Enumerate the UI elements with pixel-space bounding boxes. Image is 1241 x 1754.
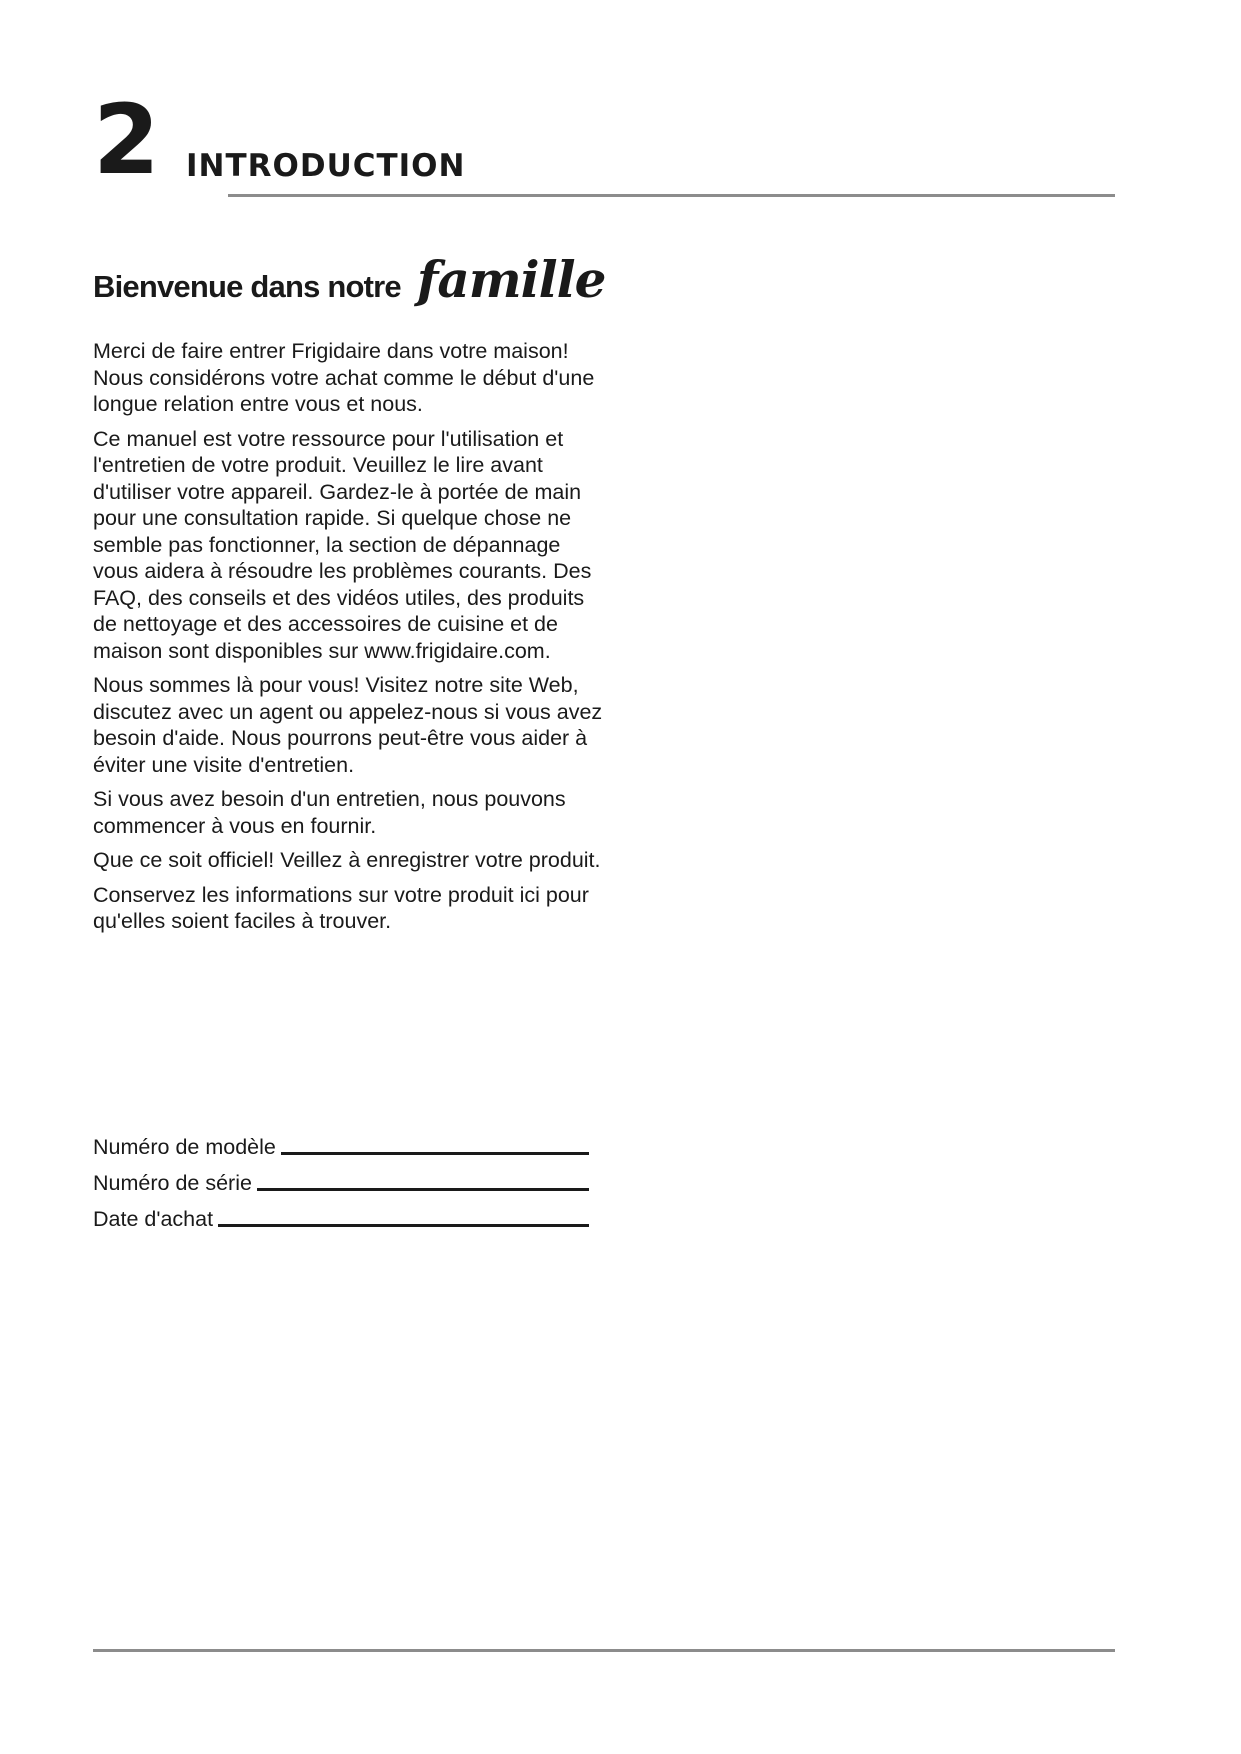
paragraph-register: Que ce soit officiel! Veillez à enregistrer votre produit. bbox=[93, 848, 601, 872]
welcome-script-word: famille bbox=[416, 250, 606, 309]
model-number-field bbox=[93, 1124, 589, 1160]
welcome-text: Bienvenue dans notre bbox=[93, 269, 401, 304]
paragraph-service: Si vous avez besoin d'un entretien, nous pouvons commencer à vous en fournir. bbox=[93, 787, 566, 838]
paragraph-welcome: Merci de faire entrer Frigidaire dans votre maison! Nous considérons votre achat comme le début d'une longue relation entre vous et nous. bbox=[93, 339, 595, 416]
page-number: 2 bbox=[93, 84, 160, 196]
body-text bbox=[93, 338, 603, 943]
serial-number-field bbox=[93, 1160, 589, 1196]
purchase-date-label: Date d'achat bbox=[93, 1207, 214, 1231]
product-info-fields bbox=[93, 1124, 589, 1232]
header-divider bbox=[228, 194, 1115, 197]
model-number-blank-line bbox=[281, 1152, 589, 1155]
purchase-date-blank-line bbox=[218, 1224, 589, 1227]
serial-number-blank-line bbox=[257, 1188, 589, 1191]
serial-number-label: Numéro de série bbox=[93, 1171, 252, 1195]
paragraph-record: Conservez les informations sur votre produit ici pour qu'elles soient faciles à trouver. bbox=[93, 882, 589, 933]
footer-divider bbox=[93, 1649, 1115, 1652]
model-number-label: Numéro de modèle bbox=[93, 1135, 276, 1159]
purchase-date-field bbox=[93, 1196, 589, 1232]
section-title: INTRODUCTION bbox=[186, 148, 466, 184]
paragraph-support: Nous sommes là pour vous! Visitez notre site Web, discutez avec un agent ou appelez-nous si vous avez besoin d'aide. Nous pourrons peut-être vous aider à éviter une visite d'entretien. bbox=[93, 673, 603, 777]
welcome-heading bbox=[93, 250, 605, 309]
paragraph-manual: Ce manuel est votre ressource pour l'utilisation et l'entretien de votre produit. Veuillez le lire avant d'utiliser votre appareil. Gardez-le à portée de main pour une consultation rapide. Si quelque chose ne semble pas fonctionner, la section de dépannage vous aidera à résoudre les problèmes courants. Des FAQ, des conseils et des vidéos utiles, des produits de nettoyage et des accessoires de cuisine et de maison sont disponibles sur www.frigidaire.com. bbox=[93, 426, 592, 663]
